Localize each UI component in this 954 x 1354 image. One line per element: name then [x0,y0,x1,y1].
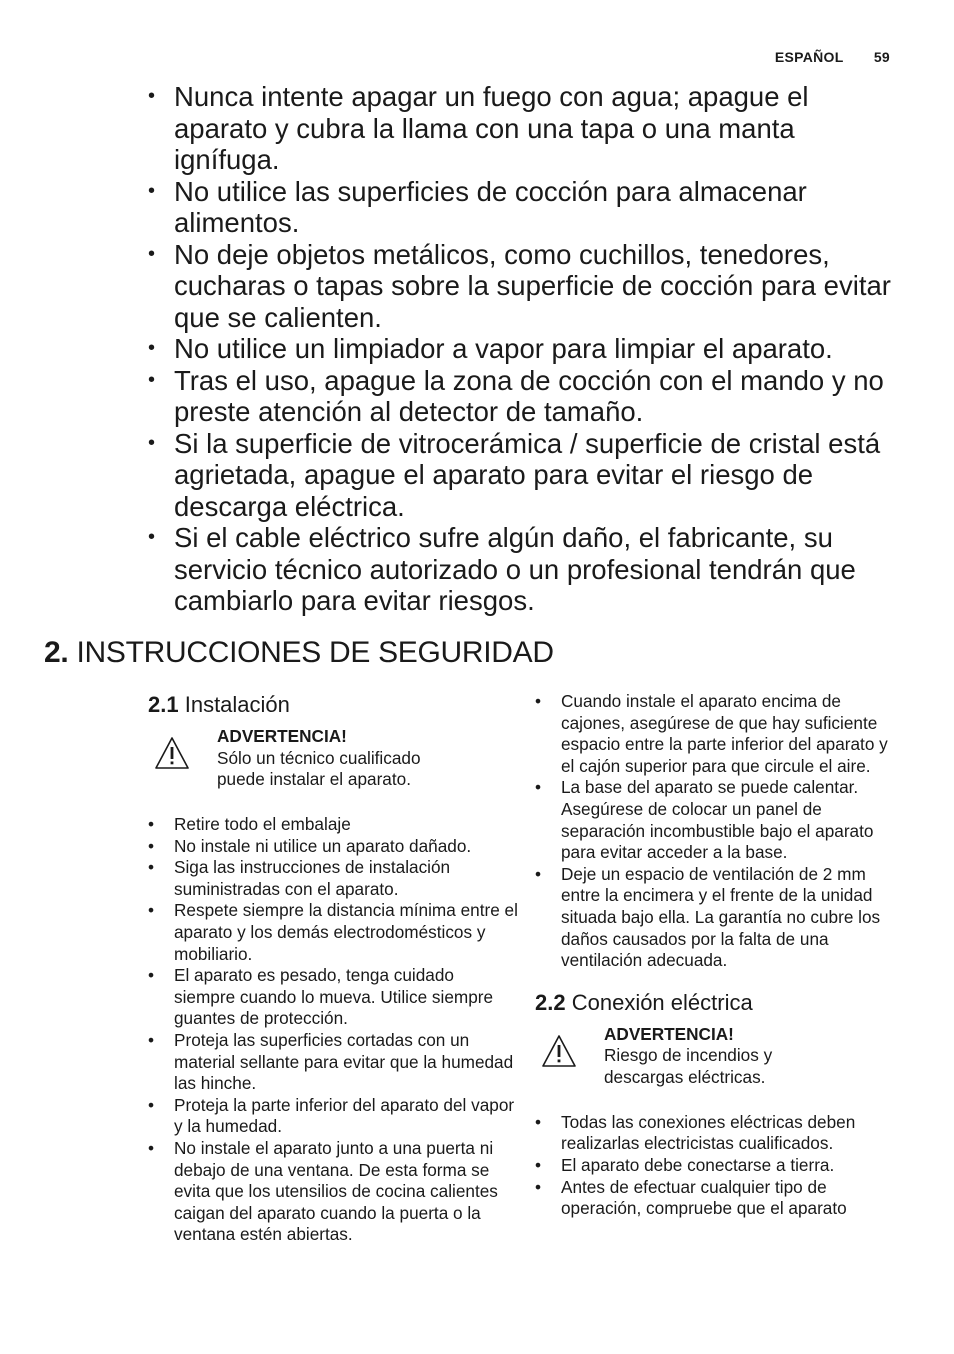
list-item: • Si el cable eléctrico sufre algún daño, el fabricante, su servicio técnico autorizado o un profesional tendrán que cambiarlo para evitar riesgos. [148,522,856,616]
bullet-icon: • [535,777,542,798]
warning-title: ADVERTENCIA! [217,726,347,746]
installation-warning [148,726,518,814]
list-item: • No utilice las superficies de cocción para almacenar alimentos. [148,175,807,238]
bullet-icon: • [148,337,156,359]
list-item: • Nunca intente apagar un fuego con agua; apague el aparato y cubra la llama con una tapa o una manta ignífuga. [148,81,809,175]
warning-text: Sólo un técnico cualificado puede instalar el aparato. [217,747,421,790]
bullet-icon: • [148,1029,155,1050]
bullet-icon: • [535,1111,542,1132]
list-item: • La base del aparato se puede calentar. Asegúrese de colocar un panel de separación incombustible bajo el aparato para evitar acceder a la base. [535,777,874,863]
list-item: • No utilice un limpiador a vapor para limpiar el aparato. [148,333,833,364]
warning-triangle-icon [541,1034,577,1068]
bullet-icon: • [535,1176,542,1197]
list-item: • Cuando instale el aparato encima de cajones, asegúrese de que hay suficiente espacio entre la parte inferior del aparato y el cajón superior para que circule el aire. [535,691,888,776]
list-item: • Tras el uso, apague la zona de cocción con el mando y no preste atención al detector de tamaño. [148,364,884,427]
bullet-icon: • [148,85,156,107]
list-item: • Respete siempre la distancia mínima entre el aparato y los demás electrodomésticos y mobiliario. [148,900,518,964]
installation-list [148,814,518,1246]
bullet-icon: • [148,431,156,454]
bullet-icon: • [535,691,542,711]
section-heading [44,636,554,670]
bullet-icon: • [148,242,156,265]
section-title: INSTRUCCIONES DE SEGURIDAD [76,636,554,669]
list-item: • Proteja la parte inferior del aparato del vapor y la humedad. [148,1094,515,1137]
right-column [535,691,895,1220]
bullet-icon: • [148,526,156,548]
electrical-heading: 2.2 Conexión eléctrica [535,989,753,1015]
warning-title: ADVERTENCIA! [604,1023,734,1044]
electrical-list [535,1112,895,1220]
bullet-icon: • [148,179,156,202]
bullet-icon: • [148,900,155,921]
bullet-icon: • [148,368,156,391]
bullet-icon: • [148,857,155,878]
list-item: • Deje un espacio de ventilación de 2 mm entre la encimera y el frente de la unidad situada bajo ella. La garantía no cubre los daños causados por la falta de una ventilación adecuada. [535,863,881,971]
list-item: • No instale ni utilice un aparato dañado. [148,835,472,856]
page-header [775,49,890,65]
bullet-icon: • [535,863,542,884]
electrical-warning [535,1024,895,1112]
warning-text: Riesgo de incendios y descargas eléctricas. [604,1045,773,1087]
left-column [148,690,518,1246]
language-label: ESPAÑOL [774,49,844,65]
list-item: • Antes de efectuar cualquier tipo de operación, compruebe que el aparato [535,1176,847,1219]
list-item: • Siga las instrucciones de instalación suministradas con el aparato. [148,857,451,899]
list-item: • Todas las conexiones eléctricas deben realizarlas electricistas cualificados. [535,1111,856,1154]
intro-bullet-list [148,81,898,617]
installation-list-continued [535,691,895,972]
bullet-icon: • [148,814,155,834]
bullet-icon: • [148,965,155,986]
page-number: 59 [873,49,890,65]
list-item: • El aparato debe conectarse a tierra. [535,1154,835,1175]
bullet-icon: • [148,835,155,856]
bullet-icon: • [535,1154,542,1175]
list-item: • Retire todo el embalaje [148,814,351,834]
bullet-icon: • [148,1137,155,1158]
list-item: • No instale el aparato junto a una puerta ni debajo de una ventana. De esta forma se evita que los utensilios de cocina calientes caigan del aparato cuando la puerta o la ventana estén abiertas. [148,1137,498,1245]
installation-heading: 2.1 Instalación [148,692,290,717]
section-number: 2. [44,636,69,669]
list-item: • No deje objetos metálicos, como cuchillos, tenedores, cucharas o tapas sobre la superficie de cocción para evitar que se calienten. [148,238,891,333]
list-item: • Si la superficie de vitrocerámica / superficie de cristal está agrietada, apague el aparato para evitar el riesgo de descarga eléctrica. [148,427,881,522]
list-item: • El aparato es pesado, tenga cuidado siempre cuando lo mueva. Utilice siempre guantes de protección. [148,965,494,1029]
bullet-icon: • [148,1094,155,1115]
list-item: • Proteja las superficies cortadas con un material sellante para evitar que la humedad las hinche. [148,1029,514,1094]
warning-triangle-icon [154,736,190,770]
